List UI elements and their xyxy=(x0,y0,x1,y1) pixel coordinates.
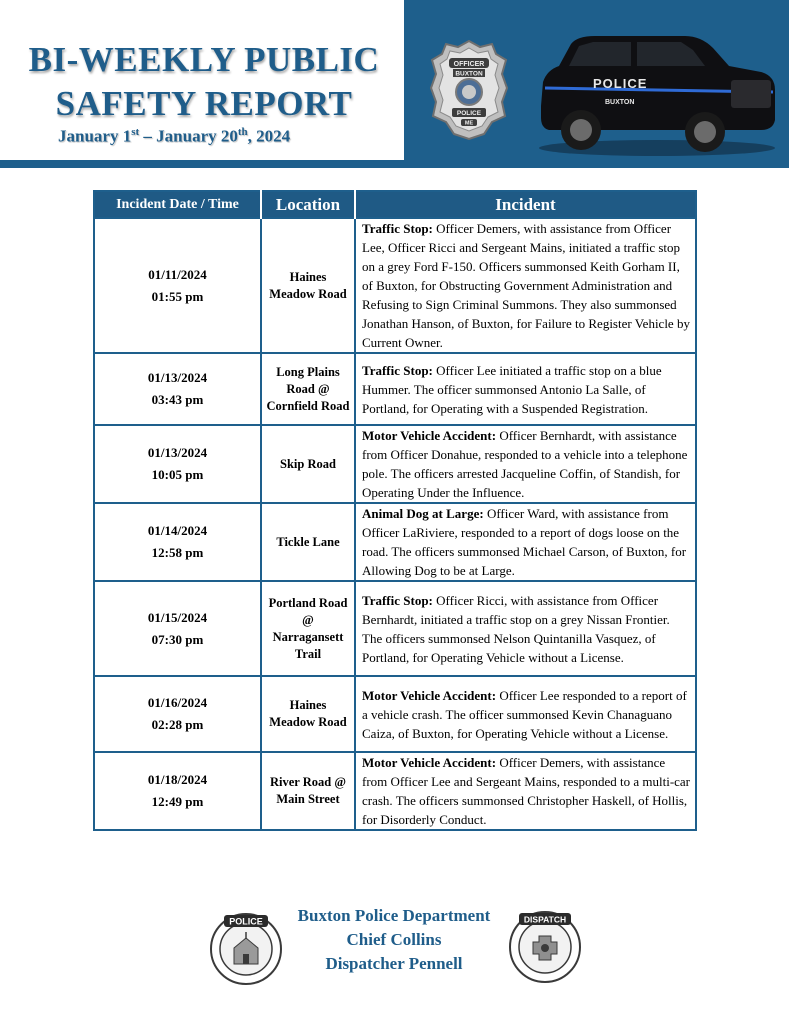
incident-date: 01/13/2024 xyxy=(147,445,208,460)
incident-description xyxy=(355,425,696,503)
incident-text: Officer Demers, with assistance from Officer Lee and Sergeant Mains, responded to a multi-car crash. The officers summonsed Christopher Haskell, of Hollis, for Disorderly Conduct. xyxy=(362,755,691,827)
incident-text: Officer Lee initiated a traffic stop on a blue Hummer. The officer summonsed Antonio La Salle, of Portland, for Operating with a Suspended Registration. xyxy=(362,362,662,416)
column-header-date: Incident Date / Time xyxy=(94,191,261,218)
incident-date-cell xyxy=(94,581,261,676)
incident-time: 10:05 pm xyxy=(151,467,204,482)
date-separator: – January 20 xyxy=(139,126,238,146)
incident-time: 12:49 pm xyxy=(151,794,204,809)
incident-description xyxy=(355,676,696,752)
incident-text: Officer Ward, with assistance from Officer LaRiviere, responded to a report of dogs loose on the road. The officers summonsed Michael Carson, of Buxton, for Allowing Dog to be at Large. xyxy=(362,506,687,578)
badge-label-bottom: POLICE xyxy=(456,110,482,117)
incident-date-cell xyxy=(94,676,261,752)
date-end-suffix: th xyxy=(237,126,248,138)
date-start-suffix: st xyxy=(131,126,140,138)
incident-text: Officer Ricci, with assistance from Officer Bernhardt, initiated a traffic stop on a grey Nissan Frontier. The officers summonsed Nelson Quintanilla Vasquez, of Portland, for Operating Vehicle without a License. xyxy=(362,592,670,665)
incident-type: Animal Dog at Large: xyxy=(362,506,484,521)
report-title-line2: SAFETY REPORT xyxy=(55,84,353,123)
date-year: , 2024 xyxy=(247,126,291,146)
incident-description xyxy=(355,503,696,581)
incident-location: Skip Road xyxy=(261,425,355,503)
incident-date-cell xyxy=(94,353,261,425)
dispatch-seal-label: DISPATCH xyxy=(523,914,567,925)
incident-date-cell xyxy=(94,752,261,830)
incident-text: Officer Lee responded to a report of a vehicle crash. The officer summonsed Kevin Chanaguano Caiza, of Buxton, for Operating Vehicle without a License. xyxy=(362,687,687,741)
report-date-range xyxy=(58,126,290,147)
incident-text: Officer Demers, with assistance from Officer Lee, Officer Ricci and Sergeant Mains, initiated a traffic stop on a grey Ford F-150. Officers summonsed Keith Gorham II, of Buxton, for Obstructing Government Administration and Refusing to Sign Criminal Summons. They also summonsed Jonathan Hanson, of Buxton, for Failure to Register Vehicle by Current Owner. xyxy=(362,221,690,350)
table-row xyxy=(94,676,696,752)
badge-label-state: ME xyxy=(464,120,474,127)
incident-time: 01:55 pm xyxy=(151,288,204,304)
police-badge-icon xyxy=(428,38,510,142)
column-header-incident: Incident xyxy=(355,191,696,218)
table-row xyxy=(94,752,696,830)
dispatch-seal-icon xyxy=(508,910,582,984)
report-title xyxy=(14,38,394,126)
incident-type: Motor Vehicle Accident: xyxy=(362,687,497,703)
table-row xyxy=(94,218,696,353)
department-signature xyxy=(280,904,508,976)
incident-date-cell xyxy=(94,503,261,581)
incident-date: 01/16/2024 xyxy=(147,695,208,710)
table-row xyxy=(94,353,696,425)
table-header-row xyxy=(94,191,696,218)
incident-date: 01/15/2024 xyxy=(147,609,208,625)
incident-table xyxy=(93,190,697,831)
incident-description xyxy=(355,353,696,425)
chief-name: Chief Collins xyxy=(346,930,442,949)
cruiser-label-town: BUXTON xyxy=(605,99,635,106)
incident-type: Motor Vehicle Accident: xyxy=(362,755,497,770)
police-seal-label: POLICE xyxy=(229,916,263,927)
incident-location: Tickle Lane xyxy=(261,503,355,581)
incident-location: Haines Meadow Road xyxy=(261,218,355,353)
dispatcher-name: Dispatcher Pennell xyxy=(325,954,463,973)
police-seal-icon xyxy=(209,912,283,986)
incident-text: Officer Bernhardt, with assistance from Officer Donahue, responded to a vehicle into a telephone pole. The officers arrested Jacqueline Coffin, of Standish, for Operating Under the Influence. xyxy=(362,428,688,500)
incident-date-cell xyxy=(94,218,261,353)
incident-type: Traffic Stop: xyxy=(362,592,433,608)
date-start: January 1 xyxy=(58,126,132,146)
incident-date: 01/11/2024 xyxy=(148,266,207,282)
incident-location: Long Plains Road @ Cornfield Road xyxy=(261,353,355,425)
incident-type: Motor Vehicle Accident: xyxy=(362,428,497,443)
badge-label-town: BUXTON xyxy=(455,70,483,78)
incident-location: River Road @ Main Street xyxy=(261,752,355,830)
incident-time: 02:28 pm xyxy=(151,717,204,732)
incident-description xyxy=(355,218,696,353)
incident-time: 03:43 pm xyxy=(151,392,204,407)
header-divider xyxy=(0,160,789,168)
badge-label-top: OFFICER xyxy=(453,61,485,68)
incident-date: 01/14/2024 xyxy=(147,523,208,538)
incident-location: Portland Road @ Narragansett Trail xyxy=(261,581,355,676)
report-title-line1: BI-WEEKLY PUBLIC xyxy=(28,40,380,79)
table-row xyxy=(94,503,696,581)
incident-date: 01/18/2024 xyxy=(147,772,208,787)
table-row xyxy=(94,425,696,503)
cruiser-label-police: POLICE xyxy=(593,76,648,91)
incident-date: 01/13/2024 xyxy=(147,370,208,385)
incident-type: Traffic Stop: xyxy=(362,362,433,378)
report-header xyxy=(0,0,789,168)
incident-time: 12:58 pm xyxy=(151,545,204,560)
police-cruiser-image xyxy=(535,30,780,158)
department-name: Buxton Police Department xyxy=(297,906,491,925)
incident-type: Traffic Stop: xyxy=(362,221,433,236)
incident-location: Haines Meadow Road xyxy=(261,676,355,752)
column-header-location: Location xyxy=(261,191,355,218)
incident-date-cell xyxy=(94,425,261,503)
incident-time: 07:30 pm xyxy=(151,631,204,647)
incident-description xyxy=(355,752,696,830)
table-row xyxy=(94,581,696,676)
incident-description xyxy=(355,581,696,676)
